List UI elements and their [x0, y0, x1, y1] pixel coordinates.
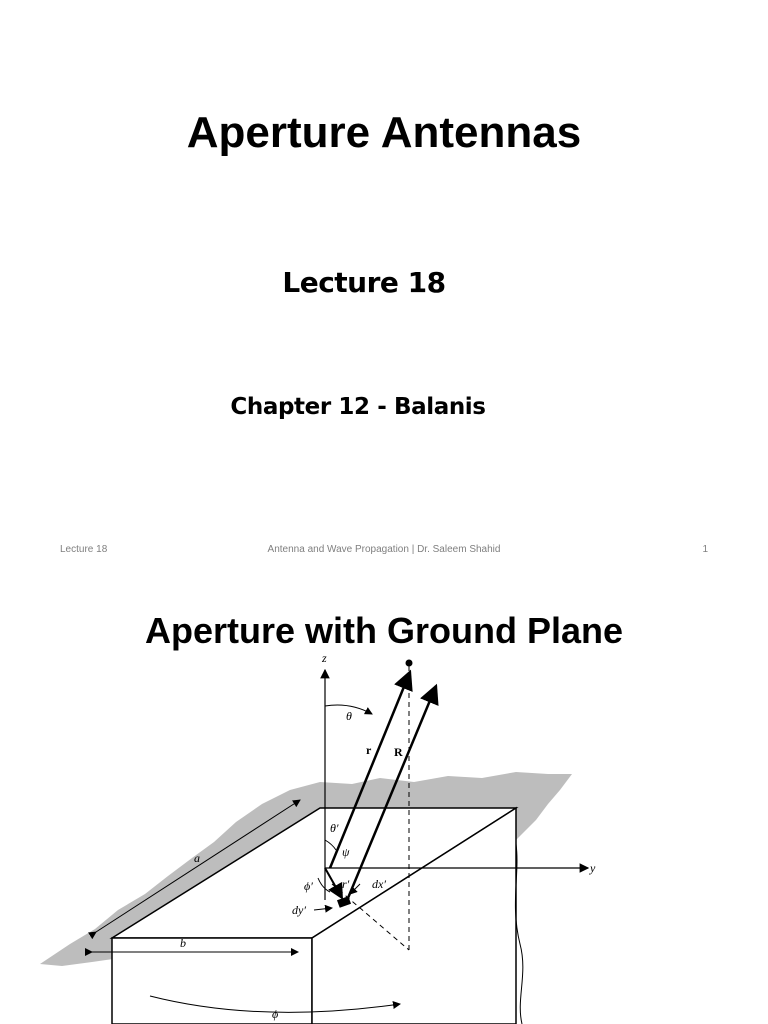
footer-page-number: 1 — [702, 544, 708, 555]
aperture-ground-plane-diagram — [0, 644, 768, 1024]
R-label: R — [394, 745, 403, 759]
b-label: b — [180, 936, 186, 950]
chapter-reference: Chapter 12 - Balanis — [230, 394, 486, 420]
theta-label: θ — [346, 709, 352, 723]
phi-prime-label: ϕ′ — [304, 879, 313, 893]
slide-title: Aperture with Ground Plane — [144, 610, 624, 651]
r-prime-label: r′ — [342, 877, 350, 891]
r-label: r — [366, 743, 372, 757]
lecture-number: Lecture 18 — [282, 266, 446, 299]
dy-prime-label: dy′ — [292, 903, 306, 917]
theta-prime-label: θ′ — [330, 821, 339, 835]
aperture-slide — [0, 566, 768, 1024]
phi-label: ϕ — [272, 1007, 279, 1021]
z-axis-label: z — [322, 651, 327, 665]
footer-left: Lecture 18 — [60, 544, 108, 555]
slide-title: Aperture Antennas — [186, 108, 582, 157]
psi-label: ψ — [342, 845, 350, 859]
dx-prime-label: dx′ — [372, 877, 386, 891]
aperture-front-face — [112, 938, 312, 1024]
y-axis-label: y — [590, 861, 596, 875]
a-label: a — [194, 851, 200, 865]
footer-center: Antenna and Wave Propagation | Dr. Saleem Shahid — [267, 544, 501, 555]
